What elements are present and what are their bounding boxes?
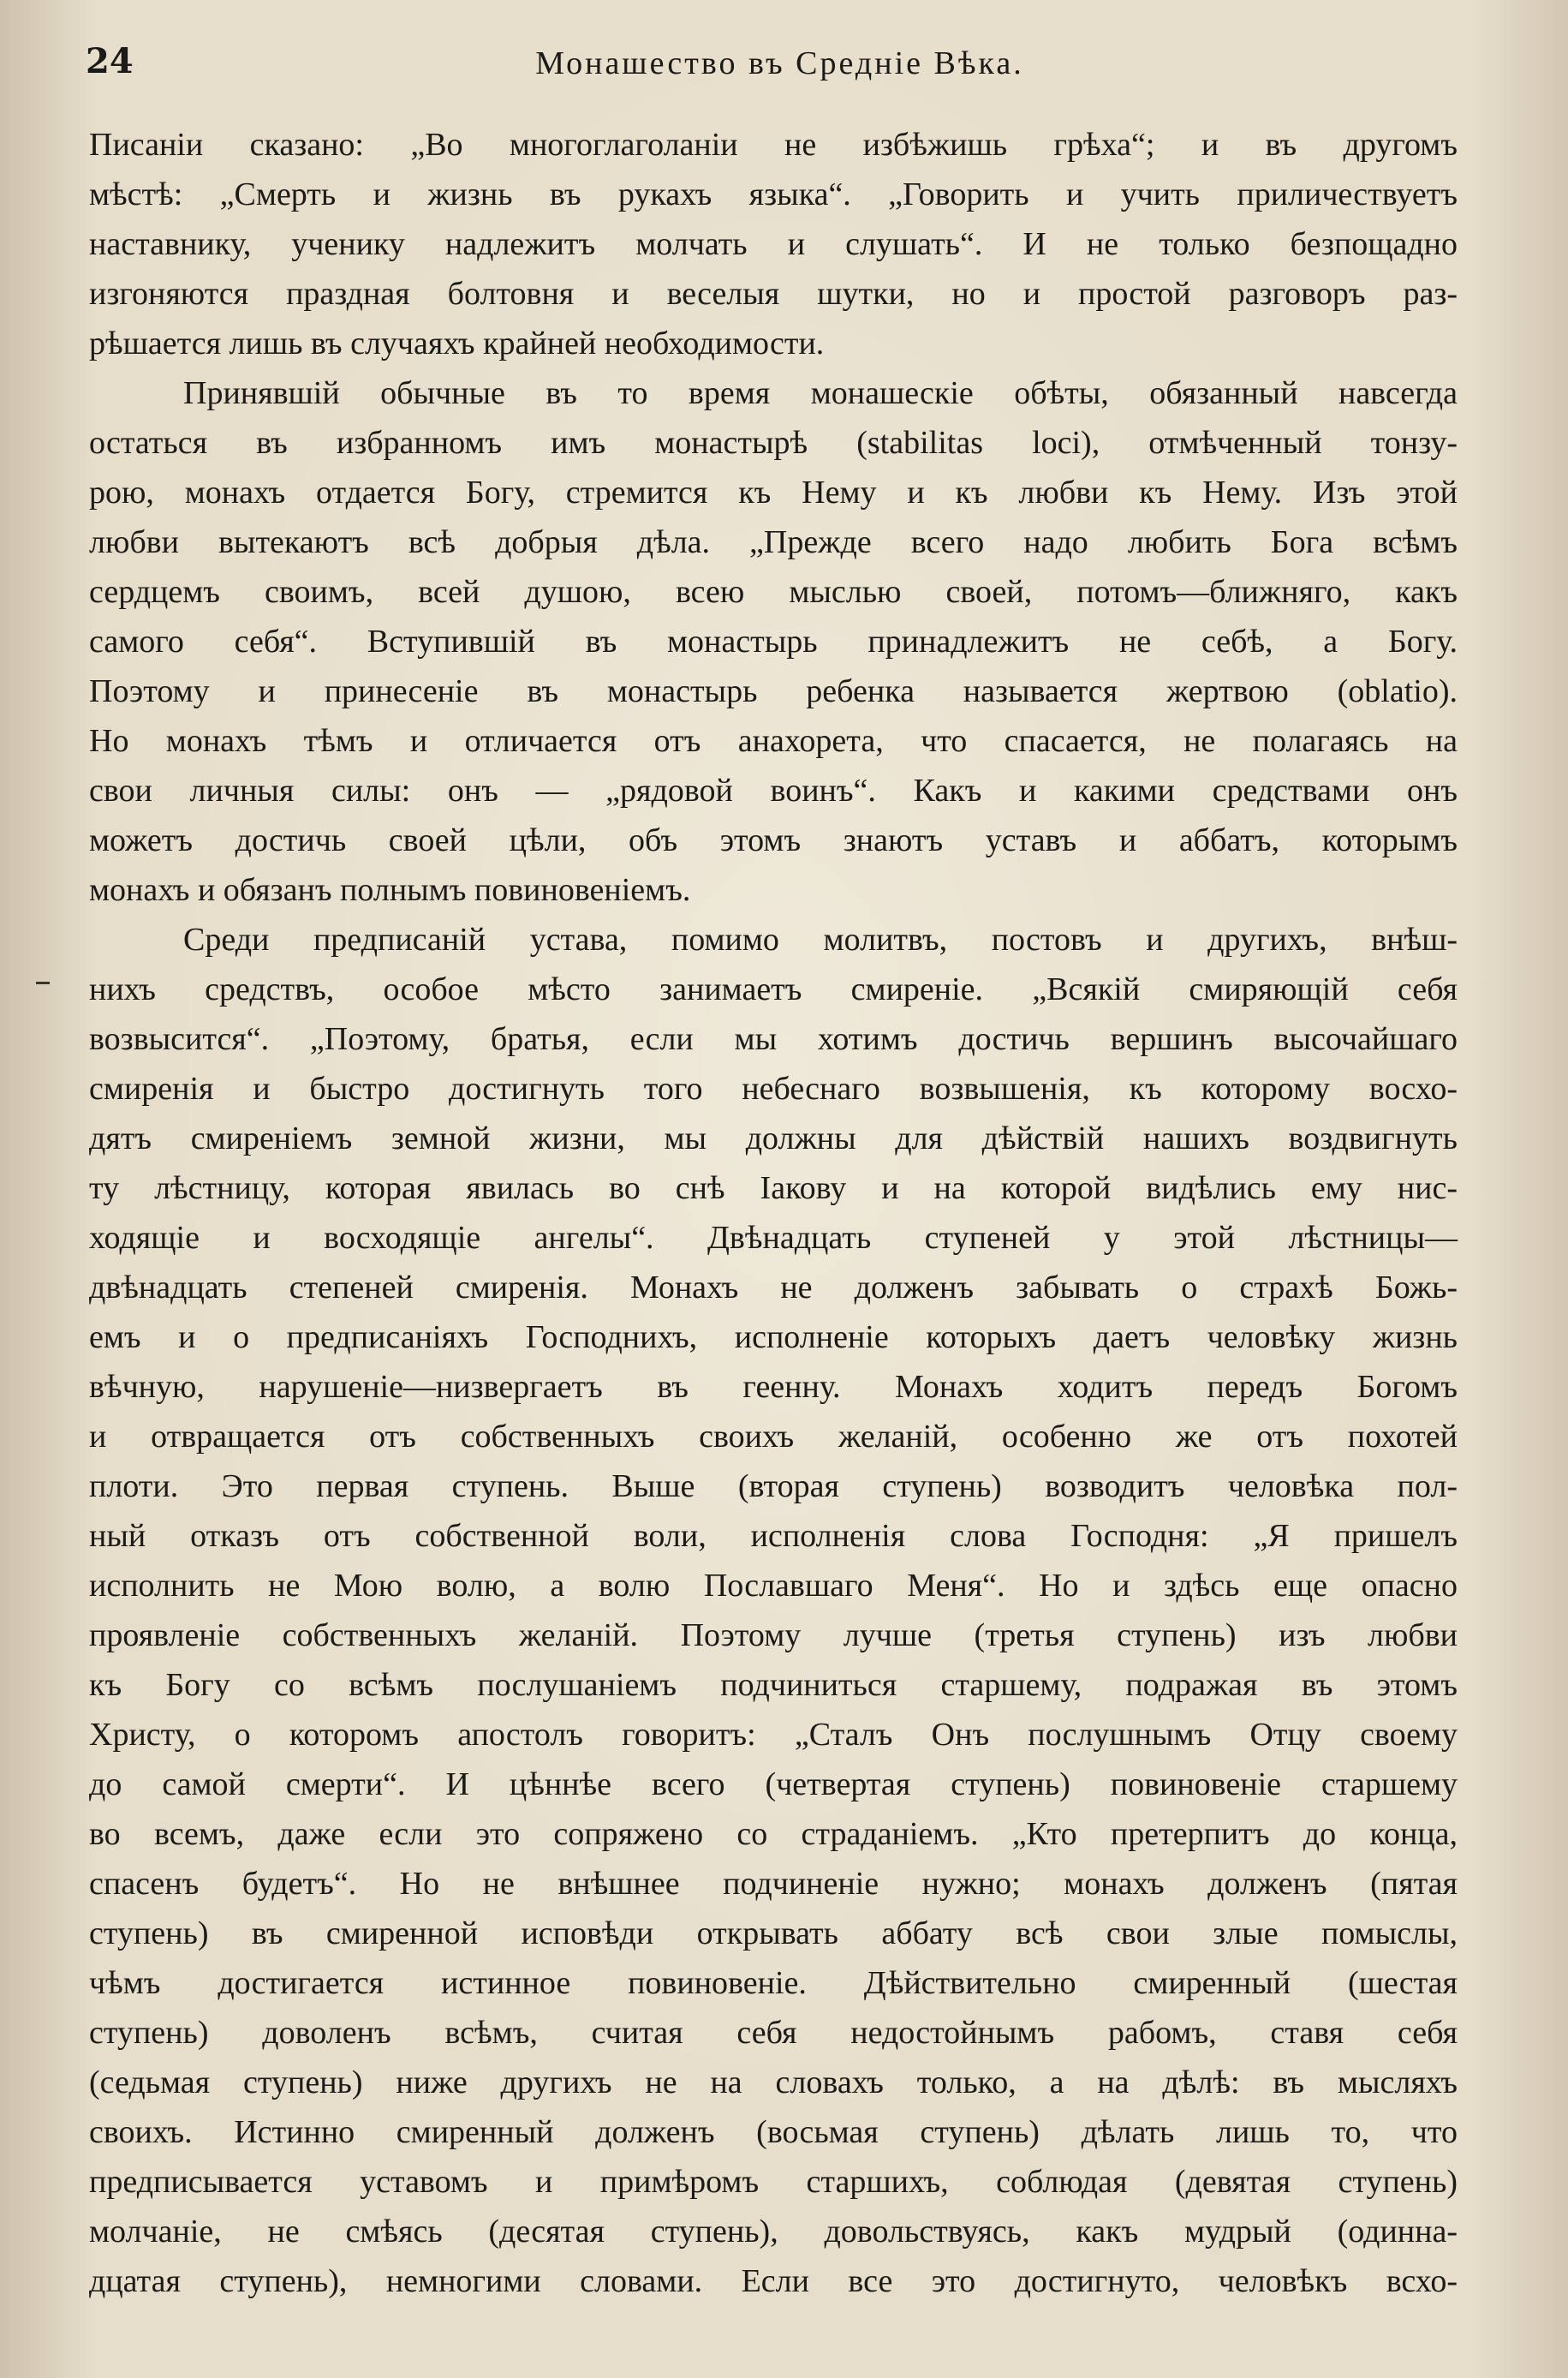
text-line: мѣстѣ: „Смерть и жизнь въ рукахъ языка“. „Говорить и учить приличествуетъ [89,176,1458,212]
running-head: Монашество въ Средніе Вѣка. [535,45,1024,81]
text-line: плоти. Это первая ступень. Выше (вторая ступень) возводитъ человѣка пол- [89,1468,1458,1504]
text-line: наставнику, ученику надлежитъ молчать и слушать“. И не только безпощадно [89,226,1458,262]
text-line: молчаніе, не смѣясь (десятая ступень), довольствуясь, какъ мудрый (одинна- [89,2214,1458,2250]
text-line: монахъ и обязанъ полнымъ повиновеніемъ. [89,872,691,908]
margin-mark [36,982,50,984]
text-line: своихъ. Истинно смиренный долженъ (восьмая ступень) дѣлать лишь то, что [89,2114,1458,2150]
text-line: проявленіе собственныхъ желаній. Поэтому лучше (третья ступень) изъ любви [89,1617,1458,1653]
text-line: (седьмая ступень) ниже другихъ не на словахъ только, а на дѣлѣ: въ мысляхъ [89,2064,1458,2100]
text-line: Но монахъ тѣмъ и отличается отъ анахорета, что спасается, не полагаясь на [89,723,1458,759]
text-line: остаться въ избранномъ имъ монастырѣ (stabilitas loci), отмѣченный тонзу- [89,425,1458,461]
text-line: вѣчную, нарушеніе—низвергаетъ въ геенну. Монахъ ходитъ передъ Богомъ [89,1369,1458,1405]
text-line: двѣнадцать степеней смиренія. Монахъ не долженъ забывать о страхѣ Божь- [89,1270,1458,1306]
text-line: спасенъ будетъ“. Но не внѣшнее подчиненіе нужно; монахъ долженъ (пятая [89,1866,1458,1902]
text-line: ходящіе и восходящіе ангелы“. Двѣнадцать ступеней у этой лѣстницы— [89,1220,1458,1256]
body-text [89,120,1458,2306]
text-line: смиренія и быстро достигнуть того небеснаго возвышенія, къ которому восхо- [89,1071,1458,1107]
text-line: любви вытекаютъ всѣ добрыя дѣла. „Прежде всего надо любить Бога всѣмъ [89,524,1458,560]
text-line: Принявшій обычные въ то время монашескіе обѣты, обязанный навсегда [183,375,1458,411]
text-line: можетъ достичь своей цѣли, объ этомъ знаютъ уставъ и аббатъ, которымъ [89,822,1458,858]
text-line: чѣмъ достигается истинное повиновеніе. Дѣйствительно смиренный (шестая [89,1965,1458,2001]
text-line: ступень) въ смиренной исповѣди открывать аббату всѣ свои злые помыслы, [89,1915,1458,1951]
text-line: ный отказъ отъ собственной воли, исполненія слова Господня: „Я пришелъ [89,1518,1458,1554]
text-line: самого себя“. Вступившій въ монастырь принадлежитъ не себѣ, а Богу. [89,624,1458,660]
text-line: рѣшается лишь въ случаяхъ крайней необходимости. [89,326,825,361]
text-line: емъ и о предписаніяхъ Господнихъ, исполненіе которыхъ даетъ человѣку жизнь [89,1319,1458,1355]
text-line: предписывается уставомъ и примѣромъ старшихъ, соблюдая (девятая ступень) [89,2164,1458,2200]
page-header [86,41,1474,93]
text-line: ступень) доволенъ всѣмъ, считая себя недостойнымъ рабомъ, ставя себя [89,2015,1458,2051]
text-line: сердцемъ своимъ, всей душою, всею мыслью своей, потомъ—ближняго, какъ [89,574,1458,610]
text-line: ту лѣстницу, которая явилась во снѣ Іакову и на которой видѣлись ему нис- [89,1170,1458,1206]
text-line: изгоняются праздная болтовня и веселыя шутки, но и простой разговоръ раз- [89,276,1458,312]
text-line: Христу, о которомъ апостолъ говоритъ: „Сталъ Онъ послушнымъ Отцу своему [89,1717,1458,1753]
text-line: и отвращается отъ собственныхъ своихъ желаній, особенно же отъ похотей [89,1419,1458,1455]
text-line: свои личныя силы: онъ — „рядовой воинъ“. Какъ и какими средствами онъ [89,773,1458,809]
text-line: Среди предписаній устава, помимо молитвъ, постовъ и другихъ, внѣш- [183,922,1458,958]
text-line: нихъ средствъ, особое мѣсто занимаетъ смиреніе. „Всякій смиряющій себя [89,971,1458,1007]
text-line: дцатая ступень), немногими словами. Если все это достигнуто, человѣкъ всхо- [89,2263,1458,2299]
text-line: до самой смерти“. И цѣннѣе всего (четвертая ступень) повиновеніе старшему [89,1766,1458,1802]
page-number: 24 [86,41,134,81]
text-line: Поэтому и принесеніе въ монастырь ребенка называется жертвою (oblatio). [89,673,1458,709]
text-line: дятъ смиреніемъ земной жизни, мы должны для дѣйствій нашихъ воздвигнуть [89,1120,1458,1156]
text-line: рою, монахъ отдается Богу, стремится къ Нему и къ любви къ Нему. Изъ этой [89,475,1458,511]
text-line: возвысится“. „Поэтому, братья, если мы хотимъ достичь вершинъ высочайшаго [89,1021,1458,1057]
text-line: исполнить не Мою волю, а волю Пославшаго Меня“. Но и здѣсь еще опасно [89,1568,1458,1604]
text-line: во всемъ, даже если это сопряжено со страданіемъ. „Кто претерпитъ до конца, [89,1816,1458,1852]
text-line: къ Богу со всѣмъ послушаніемъ подчиниться старшему, подражая въ этомъ [89,1667,1458,1703]
text-line: Писаніи сказано: „Во многоглаголаніи не избѣжишь грѣха“; и въ другомъ [89,127,1458,163]
